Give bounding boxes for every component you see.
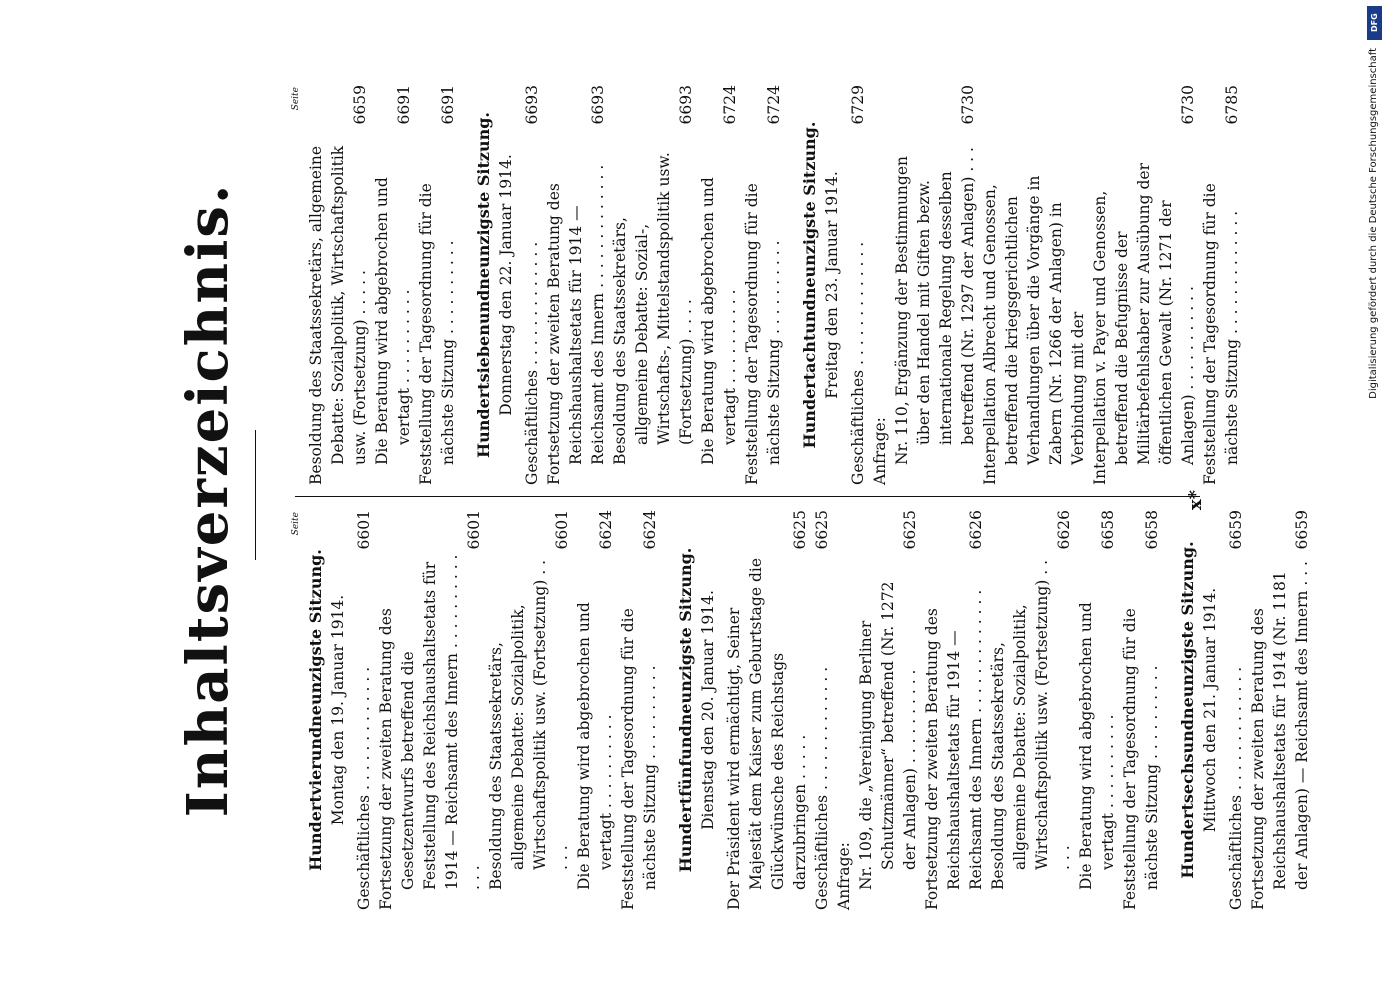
- toc-entry: [1247, 510, 1313, 910]
- session-title: Hundertvierundneunzigste Sitzung.: [306, 549, 325, 871]
- entry-page-number: 6730: [959, 85, 977, 125]
- session-title: Hundertachtundneunzigste Sitzung.: [800, 121, 819, 449]
- session: [305, 85, 459, 485]
- toc-entry: [573, 510, 617, 910]
- toc-entry: [305, 85, 371, 485]
- toc-entry: [375, 510, 485, 910]
- toc-entry: [987, 510, 1075, 910]
- entry-page-number: 6659: [1293, 510, 1311, 550]
- entry-page-number: 6626: [1055, 510, 1073, 550]
- toc-entry: [371, 85, 415, 485]
- toc-entry: [741, 85, 785, 485]
- toc-entry: [891, 85, 979, 485]
- column-divider: [295, 496, 1200, 497]
- toc-entry: [1225, 510, 1247, 910]
- entry-text: Besoldung des Staatssekretärs, allgemeine Debatte: Sozialpolitik, Wirtschaftspolitik usw. (Fortsetzung) . . . . .: [487, 559, 571, 890]
- signature-mark: x*: [1185, 489, 1206, 511]
- entry-text: Fortsetzung der zweiten Beratung des Reichshaushaltsetats für 1914 — Reichsamt des Innern . . . . . . . . . . . . .: [545, 164, 607, 485]
- entry-text: Die Beratung wird abgebrochen und vertagt . . . . . . . . . .: [699, 177, 739, 465]
- entry-page-number: 6785: [1223, 85, 1241, 125]
- right-sessions: [305, 85, 1243, 485]
- dfg-sidebar: [1360, 0, 1382, 1000]
- dfg-notice: Digitalisierung gefördert durch die Deutsche Forschungsgemeinschaft: [1368, 48, 1379, 399]
- entry-text: Feststellung der Tagesordnung für die nächste Sitzung . . . . . . . . . .: [619, 608, 659, 910]
- entry-page-number: 6601: [553, 510, 571, 550]
- session: [473, 85, 785, 485]
- entry-page-number: 6658: [1143, 510, 1161, 550]
- dfg-logo: DFG: [1367, 6, 1382, 40]
- entry-text: Besoldung des Staatssekretärs, allgemeine Debatte: Sozialpolitik, Wirtschaftspolitik usw. (Fortsetzung) . . . . .: [307, 145, 369, 485]
- toc-entry: [1089, 85, 1199, 485]
- entry-text: Anfrage:: [835, 842, 853, 910]
- entry-text: Geschäftliches . . . . . . . . . . . . .: [849, 241, 867, 485]
- entry-text: Feststellung der Tagesordnung für die nächste Sitzung . . . . . . . . . . . . .: [1201, 183, 1241, 485]
- entry-text: Geschäftliches . . . . . . . . . . . . .: [523, 241, 541, 485]
- column-head-right: Seite: [291, 87, 301, 111]
- title-rule: [255, 430, 256, 560]
- entry-page-number: 6625: [813, 510, 831, 550]
- toc-entry: [697, 85, 741, 485]
- toc-entry: [415, 85, 459, 485]
- entry-page-number: 6659: [351, 85, 369, 125]
- entry-text: Interpellation Albrecht und Genossen, betreffend die kriegsgerichtlichen Verhandlungen über die Vorgänge in Zabern (Nr. 1266 der Anlagen) in Verbindung mit der: [981, 175, 1087, 485]
- toc-entry: [979, 85, 1089, 485]
- entry-text: Der Präsident wird ermächtigt, Seiner Majestät dem Kaiser zum Geburtstage die Glückwünsche des Reichstags darzubringen . . . . .: [725, 557, 809, 910]
- entry-text: Feststellung der Tagesordnung für die nächste Sitzung . . . . . . . . . .: [743, 183, 783, 485]
- entry-text: Die Beratung wird abgebrochen und vertagt . . . . . . . . . .: [1077, 602, 1117, 890]
- session-date: Dienstag den 20. Januar 1914.: [699, 590, 717, 830]
- session-date: Mittwoch den 21. Januar 1914.: [1201, 587, 1219, 833]
- toc-entry: [847, 85, 869, 485]
- toc-entry: [485, 510, 573, 910]
- left-sessions: [305, 510, 1313, 910]
- entry-page-number: 6624: [597, 510, 615, 550]
- entry-page-number: 6724: [765, 85, 783, 125]
- session-title: Hundertsechsundneunzigste Sitzung.: [1178, 541, 1197, 879]
- column-head-left: Seite: [291, 512, 301, 536]
- toc-entry: [1119, 510, 1163, 910]
- entry-text: Interpellation v. Payer und Genossen, betreffend die Befugnisse der Militärbefehlshaber zur Ausübung der öffentlichen Gewalt (Nr. 1271 der Anlagen) . . . . . . . . . . .: [1091, 162, 1197, 485]
- entry-page-number: 6693: [589, 85, 607, 125]
- entry-page-number: 6730: [1179, 85, 1197, 125]
- entry-page-number: 6601: [465, 510, 483, 550]
- session: [305, 510, 661, 910]
- entry-page-number: 6626: [967, 510, 985, 550]
- toc-entry: [811, 510, 833, 910]
- entry-text: Fortsetzung der zweiten Beratung des Reichshaushaltsetats für 1914 (Nr. 1181 der Anlagen) — Reichsamt des Innern . . .: [1249, 561, 1311, 910]
- toc-entry: [543, 85, 609, 485]
- entry-page-number: 6724: [721, 85, 739, 125]
- session-date: Freitag den 23. Januar 1914.: [823, 171, 841, 399]
- entry-page-number: 6659: [1227, 510, 1245, 550]
- toc-entry: [617, 510, 661, 910]
- entry-text: Fortsetzung der zweiten Beratung des Reichshaushaltsetats für 1914 — Reichsamt des Innern . . . . . . . . . . . . .: [923, 589, 985, 910]
- entry-text: Die Beratung wird abgebrochen und vertagt . . . . . . . . . .: [575, 602, 615, 890]
- page-title: Inhaltsverzeichnis.: [175, 182, 241, 818]
- toc-entry: [1075, 510, 1119, 910]
- entry-page-number: 6625: [791, 510, 809, 550]
- toc-entry: [723, 510, 811, 910]
- toc-entry: [869, 85, 891, 485]
- entry-page-number: 6729: [849, 85, 867, 125]
- toc-entry: [353, 510, 375, 910]
- left-column: [285, 510, 1327, 910]
- toc-entry: [833, 510, 855, 910]
- entry-page-number: 6691: [439, 85, 457, 125]
- entry-page-number: 6691: [395, 85, 413, 125]
- entry-text: Fortsetzung der zweiten Beratung des Gesetzentwurfs betreffend die Feststellung des Reichshaushaltsetats für 1914 — Reichsamt des Innern . . . . . . . . . . . . .: [377, 554, 483, 910]
- entry-text: Die Beratung wird abgebrochen und vertagt . . . . . . . . . .: [373, 177, 413, 465]
- entry-page-number: 6693: [677, 85, 695, 125]
- entry-text: Nr. 109, die „Vereinigung Berliner Schutzmänner“ betreffend (Nr. 1272 der Anlagen) . . . . . . . . . .: [857, 581, 919, 890]
- entry-page-number: 6624: [641, 510, 659, 550]
- entry-text: Besoldung des Staatssekretärs, allgemeine Debatte: Sozialpolitik, Wirtschaftspolitik usw. (Fortsetzung) . . . . .: [989, 559, 1073, 890]
- entry-page-number: 6693: [523, 85, 541, 125]
- entry-text: Geschäftliches . . . . . . . . . . . . .: [1227, 666, 1245, 910]
- toc-entry: [855, 510, 921, 910]
- entry-text: Feststellung der Tagesordnung für die nächste Sitzung . . . . . . . . . .: [1121, 608, 1161, 910]
- entry-page-number: 6625: [901, 510, 919, 550]
- entry-text: Feststellung der Tagesordnung für die nächste Sitzung . . . . . . . . . .: [417, 183, 457, 485]
- entry-text: Besoldung des Staatssekretärs, allgemeine Debatte: Sozial-, Wirtschafts-, Mittelstandspolitik usw. (Fortsetzung) . . . .: [611, 152, 695, 465]
- entry-page-number: 6658: [1099, 510, 1117, 550]
- session-title: Hundertsiebenundneunzigste Sitzung.: [474, 112, 493, 458]
- toc-entry: [521, 85, 543, 485]
- toc-entry: [921, 510, 987, 910]
- session: [675, 510, 1163, 910]
- toc-entry: [609, 85, 697, 485]
- entry-text: Anfrage:: [871, 417, 889, 485]
- entry-text: Geschäftliches . . . . . . . . . . . . .: [813, 666, 831, 910]
- right-column: [285, 85, 1257, 485]
- entry-page-number: 6601: [355, 510, 373, 550]
- session-date: Montag den 19. Januar 1914.: [329, 594, 347, 826]
- entry-text: Geschäftliches . . . . . . . . . . . . .: [355, 666, 373, 910]
- session-title: Hundertfünfundneunzigste Sitzung.: [676, 547, 695, 873]
- entry-text: Nr. 110, Ergänzung der Bestimmungen über den Handel mit Giften bezw. internationale Regelung desselben betreffend (Nr. 1297 der Anlagen) . . .: [893, 147, 977, 465]
- session-date: Donnerstag den 22. Januar 1914.: [497, 154, 515, 416]
- session: [799, 85, 1243, 485]
